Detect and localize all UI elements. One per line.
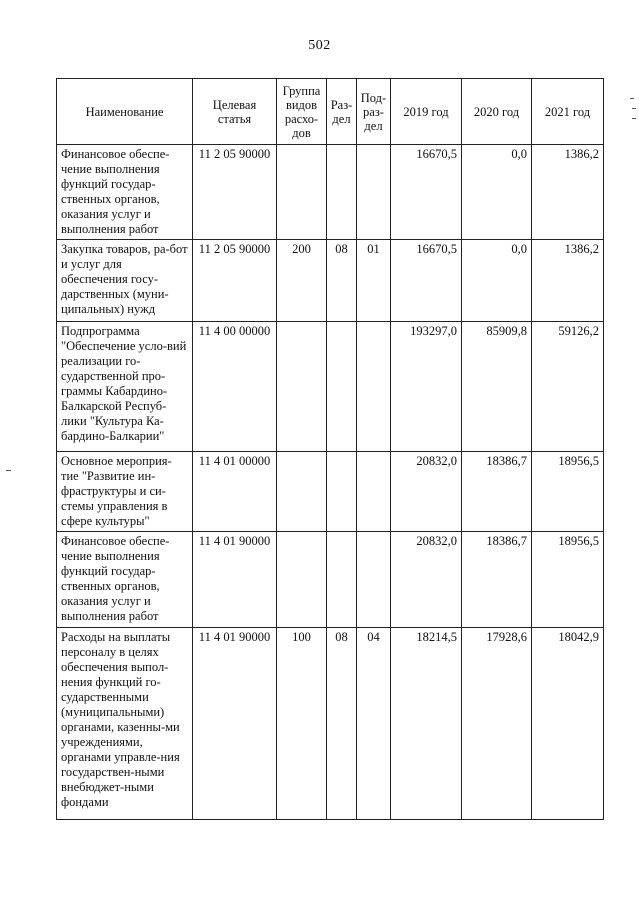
- row-2020: 18386,7: [462, 452, 532, 532]
- row-group: [277, 322, 327, 452]
- row-2020: 0,0: [462, 240, 532, 322]
- header-2021: 2021 год: [532, 79, 604, 145]
- table-row: [57, 628, 604, 820]
- row-target: 11 4 01 00000: [193, 452, 277, 532]
- row-section: 08: [327, 240, 357, 322]
- row-group: 200: [277, 240, 327, 322]
- row-target: 11 4 01 90000: [193, 628, 277, 820]
- header-name: Наименование: [57, 79, 193, 145]
- header-2020: 2020 год: [462, 79, 532, 145]
- row-2019: 193297,0: [391, 322, 462, 452]
- row-target: 11 2 05 90000: [193, 240, 277, 322]
- row-name: Подпрограмма "Обеспечение усло-вий реализации го-сударственной про-граммы Кабардино-Балкарской Респуб-лики "Культура Ка-бардино-Балкарии": [57, 322, 193, 452]
- row-2019: 16670,5: [391, 240, 462, 322]
- row-2021: 18042,9: [532, 628, 604, 820]
- row-subsection: [357, 452, 391, 532]
- row-group: 100: [277, 628, 327, 820]
- row-subsection: [357, 145, 391, 240]
- row-2021: 1386,2: [532, 145, 604, 240]
- row-section: [327, 322, 357, 452]
- row-2019: 16670,5: [391, 145, 462, 240]
- scan-margin-mark: [6, 470, 11, 471]
- row-section: [327, 145, 357, 240]
- row-name: Расходы на выплаты персоналу в целях обеспечения выпол-нения функций го-сударственными (муниципальными) органами, казенны-ми учреждениями, органами управле-ния государствен-ными внебюджет-ными фондами: [57, 628, 193, 820]
- row-group: [277, 145, 327, 240]
- row-section: 08: [327, 628, 357, 820]
- row-2021: 18956,5: [532, 532, 604, 628]
- budget-table: [56, 78, 604, 820]
- row-2019: 20832,0: [391, 532, 462, 628]
- row-target: 11 4 00 00000: [193, 322, 277, 452]
- row-2021: 59126,2: [532, 322, 604, 452]
- row-name: Основное мероприя-тие "Развитие ин-фраструктуры и си-стемы управления в сфере культуры": [57, 452, 193, 532]
- header-target: Целевая статья: [193, 79, 277, 145]
- row-group: [277, 452, 327, 532]
- row-group: [277, 532, 327, 628]
- table-row: [57, 145, 604, 240]
- row-section: [327, 532, 357, 628]
- header-section: Раз-дел: [327, 79, 357, 145]
- table-row: [57, 322, 604, 452]
- row-target: 11 2 05 90000: [193, 145, 277, 240]
- row-2019: 18214,5: [391, 628, 462, 820]
- row-2019: 20832,0: [391, 452, 462, 532]
- row-section: [327, 452, 357, 532]
- header-group: Группа видов расхо-дов: [277, 79, 327, 145]
- table-row: [57, 452, 604, 532]
- row-2020: 0,0: [462, 145, 532, 240]
- row-subsection: [357, 322, 391, 452]
- row-2020: 85909,8: [462, 322, 532, 452]
- row-subsection: 04: [357, 628, 391, 820]
- scan-margin-mark: [632, 118, 636, 119]
- row-name: Финансовое обеспе-чение выполнения функций государ-ственных органов, оказания услуг и выполнения работ: [57, 532, 193, 628]
- row-2020: 17928,6: [462, 628, 532, 820]
- scan-margin-mark: [632, 108, 636, 109]
- table-row: [57, 240, 604, 322]
- row-subsection: [357, 532, 391, 628]
- row-name: Финансовое обеспе-чение выполнения функций государ-ственных органов, оказания услуг и выполнения работ: [57, 145, 193, 240]
- row-2021: 18956,5: [532, 452, 604, 532]
- page-number: 502: [308, 38, 331, 53]
- row-name: Закупка товаров, ра-бот и услуг для обеспечения госу-дарственных (муни-ципальных) нужд: [57, 240, 193, 322]
- header-2019: 2019 год: [391, 79, 462, 145]
- scan-margin-mark: [630, 98, 634, 99]
- table-row: [57, 532, 604, 628]
- row-2021: 1386,2: [532, 240, 604, 322]
- row-2020: 18386,7: [462, 532, 532, 628]
- row-target: 11 4 01 90000: [193, 532, 277, 628]
- row-subsection: 01: [357, 240, 391, 322]
- header-subsection: Под-раз-дел: [357, 79, 391, 145]
